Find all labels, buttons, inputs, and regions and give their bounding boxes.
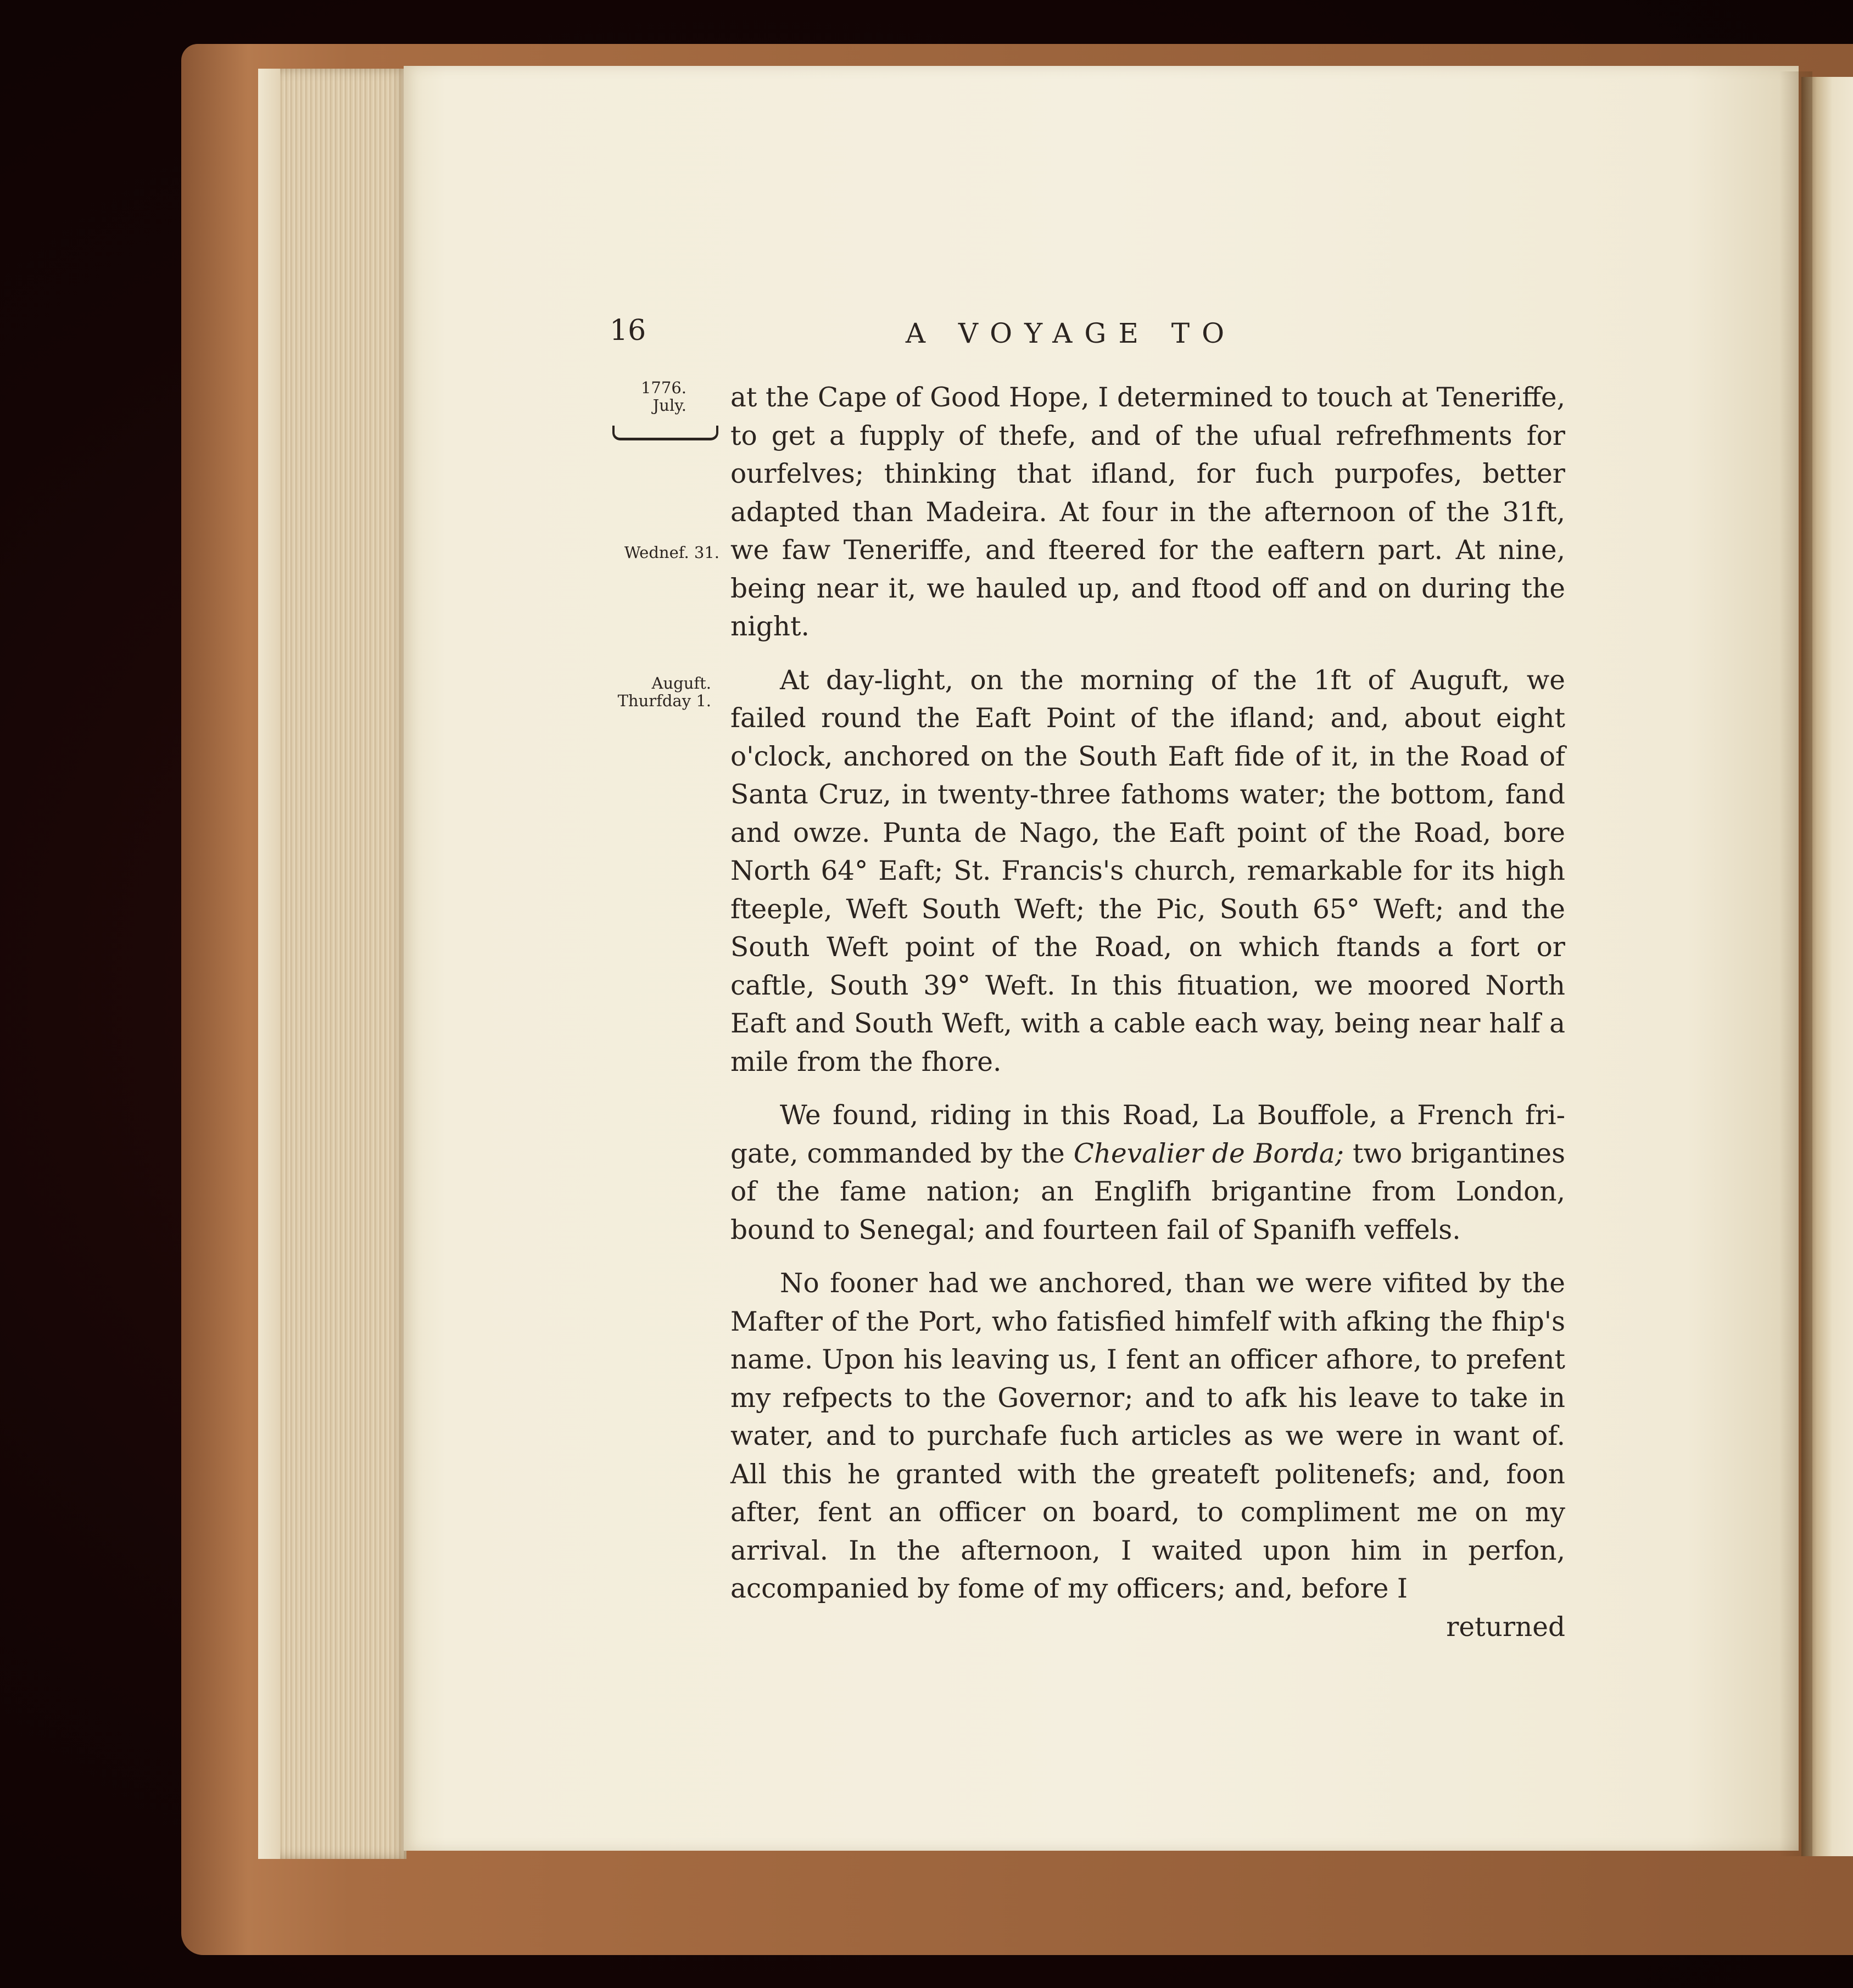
paragraph-3-end: two brigantines of the fame nation; an Englifh brigantine from London, bound to Senegal; and fourteen fail of Spanifh veffels. (730, 1138, 1566, 1246)
margin-note-august-month: Auguft. (651, 674, 711, 693)
margin-note-wednesday: Wednef. 31. (624, 543, 719, 562)
paragraph-3-italic: Chevalier de Borda; (1073, 1138, 1344, 1169)
margin-note-date (593, 379, 686, 414)
body-text (730, 379, 1565, 1646)
paragraph-1: at the Cape of Good Hope, I determined to touch at Teneriffe, to get a fupply of thefe, and of the ufual refrefhments for ourfelves; thinking that ifland, for fuch purpofes, better adapted than Madeira. At four in the afternoon of the 31ft, we faw Teneriffe, and fteered for the eaftern part. At nine, being near it, we hauled up, and ftood off and on during the night. (730, 382, 1565, 642)
catchword: returned (1446, 1611, 1565, 1643)
margin-note-month: July. (652, 396, 686, 415)
page-edges (258, 69, 406, 1859)
page-edges-outer (258, 69, 280, 1859)
gutter-shadow (1779, 71, 1812, 1856)
paragraph-2: At day-light, on the morning of the 1ft of Auguft, we failed round the Eaft Point of the ifland; and, about eight o'clock, anchored on the South Eaft fide of it, in the Road of Santa Cruz, in twenty-three fathoms water; the bottom, fand and owze. Punta de Nago, the Eaft point of the Road, bore North 64° Eaft; St. Francis's church, remarkable for its high fteeple, Weft South Weft; the Pic, South 65° Weft; and the South Weft point of the Road, on which ftands a fort or caftle, South 39° Weft. In this fituation, we moored North Eaft and South Weft, with a cable each way, being near half a mile from the fhore. (730, 664, 1565, 1077)
margin-note-august (588, 674, 711, 710)
running-head: A VOYAGE TO (905, 317, 1237, 349)
margin-note-thursday: Thurfday 1. (617, 691, 711, 710)
margin-note-year: 1776. (640, 378, 686, 397)
paragraph-3 (730, 1097, 1565, 1249)
margin-brace (612, 426, 718, 440)
paragraph-3-start: We found, riding in this Road, La Bouffole, a French frigate, commanded by the (730, 1100, 1565, 1169)
paragraph-4: No fooner had we anchored, than we were vifited by the Mafter of the Port, who fatisfied himfelf with afking the fhip's name. Upon his leaving us, I fent an officer afhore, to prefent my refpects to the Governor; and to afk his leave to take in water, and to purchafe fuch articles as we were in want of. All this he granted with the greateft politenefs; and, foon after, fent an officer on board, to compliment me on my arrival. In the afternoon, I waited upon him in perfon, accompanied by fome of my officers; and, before I (730, 1268, 1565, 1604)
page-number: 16 (610, 314, 646, 347)
